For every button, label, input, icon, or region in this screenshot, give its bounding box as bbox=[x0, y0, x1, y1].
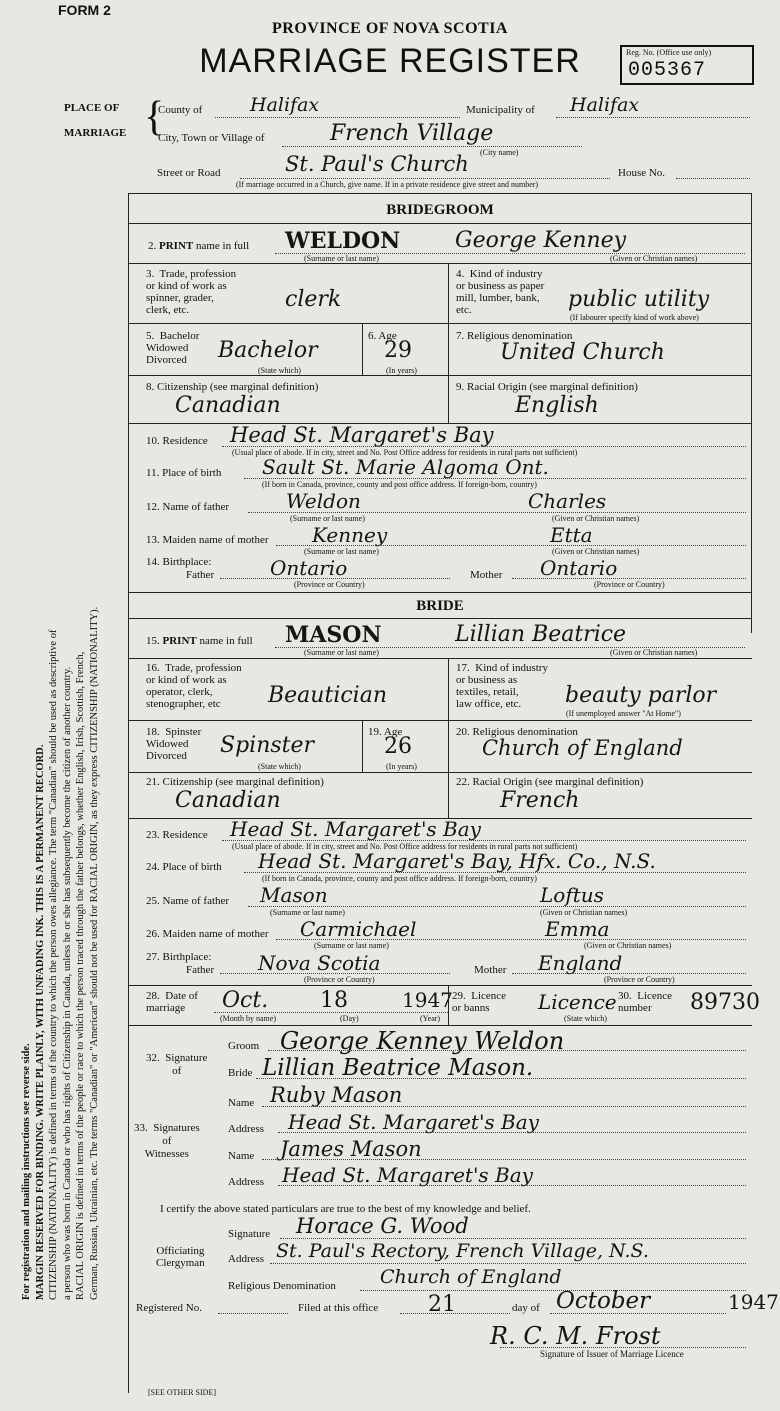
bride-residence-value: Head St. Margaret's Bay bbox=[230, 817, 481, 841]
witness1-address: Head St. Margaret's Bay bbox=[288, 1110, 539, 1134]
bride-religion-value: Church of England bbox=[482, 736, 683, 760]
groom-birthplace-value: Sault St. Marie Algoma Ont. bbox=[262, 455, 549, 479]
groom-bp-father-label: Father bbox=[186, 569, 215, 581]
marriage-date-label: 28. Date of marriage bbox=[146, 990, 198, 1014]
surname-hint: (Surname or last name) bbox=[304, 254, 379, 263]
sidebar-line: German, Russian, Ukrainian, etc. The terms "Canadian" or "American" should not be used for RACIAL ORIGIN, as they express CITIZENSHIP (NATIONALITY). bbox=[88, 606, 100, 1300]
groom-father-label: 12. Name of father bbox=[146, 501, 230, 513]
groom-trade-value: clerk bbox=[285, 287, 342, 312]
marriage-day: 18 bbox=[320, 988, 348, 1013]
age-hint: (In years) bbox=[386, 366, 417, 375]
bride-name-label: 15. PRINT name in full bbox=[146, 635, 253, 647]
groom-citizenship-value: Canadian bbox=[175, 393, 281, 418]
groom-signature: George Kenney Weldon bbox=[280, 1027, 565, 1055]
groom-age-value: 29 bbox=[384, 338, 412, 363]
status-hint: (State which) bbox=[258, 366, 301, 375]
bride-bp-mother: England bbox=[538, 951, 623, 975]
given-hint: (Given or Christian names) bbox=[610, 648, 698, 657]
witness2-name-label: Name bbox=[228, 1150, 255, 1162]
form-number: FORM 2 bbox=[58, 2, 111, 18]
bride-religion-label: 20. Religious denomination bbox=[456, 726, 578, 738]
licence-number-value: 89730 bbox=[690, 990, 760, 1015]
birthplace-hint: (If born in Canada, province, county and post office address. If foreign-born, country) bbox=[262, 874, 537, 883]
day-of-label: day of bbox=[512, 1302, 540, 1314]
city-value: French Village bbox=[330, 121, 494, 146]
groom-religion-label: 7. Religious denomination bbox=[456, 330, 573, 342]
brace-glyph: { bbox=[144, 94, 165, 140]
clergy-signature: Horace G. Wood bbox=[296, 1214, 469, 1238]
filed-day: 21 bbox=[428, 1292, 456, 1317]
surname-hint: (Surname or last name) bbox=[304, 648, 379, 657]
issuer-signature: R. C. M. Frost bbox=[490, 1322, 661, 1350]
witness2-address-label: Address bbox=[228, 1176, 265, 1188]
bride-age-label: 19. Age bbox=[368, 726, 403, 738]
clergy-address-label: Address bbox=[228, 1253, 265, 1265]
bride-father-surname: Mason bbox=[260, 883, 328, 907]
bride-status-value: Spinster bbox=[220, 733, 315, 758]
groom-mother-label: 13. Maiden name of mother bbox=[146, 534, 269, 546]
groom-father-given: Charles bbox=[528, 489, 607, 513]
bride-mother-given: Emma bbox=[545, 917, 610, 941]
witnesses-label: 33. Signatures of Witnesses bbox=[134, 1122, 200, 1160]
province-heading: PROVINCE OF NOVA SCOTIA bbox=[272, 20, 508, 37]
bride-signature: Lillian Beatrice Mason. bbox=[262, 1055, 534, 1081]
bride-father-given: Loftus bbox=[540, 883, 604, 907]
groom-bp-label: 14. Birthplace: bbox=[146, 556, 212, 568]
bride-given-names: Lillian Beatrice bbox=[455, 622, 627, 647]
bride-age-value: 26 bbox=[384, 734, 412, 759]
witness1-address-label: Address bbox=[228, 1123, 265, 1135]
reg-no-label: Reg. No. (Office use only) bbox=[626, 48, 712, 57]
prov-hint: (Province or Country) bbox=[604, 975, 675, 984]
bride-birthplace-label: 24. Place of birth bbox=[146, 861, 222, 873]
bridegroom-section-heading: BRIDEGROOM bbox=[386, 202, 494, 218]
denomination-label: Religious Denomination bbox=[228, 1280, 336, 1292]
bride-citizenship-value: Canadian bbox=[175, 788, 281, 813]
groom-racial-label: 9. Racial Origin (see marginal definition) bbox=[456, 381, 638, 393]
sidebar-line: CITIZENSHIP (NATIONALITY) is defined in terms of the country to which the person owes allegiance. The term "Canadian" should be used as descriptive of bbox=[48, 629, 59, 1300]
bride-section-heading: BRIDE bbox=[416, 598, 464, 614]
groom-racial-value: English bbox=[515, 393, 599, 418]
sidebar-line: For registration and mailing instructions see reverse side. bbox=[21, 1043, 32, 1300]
bride-residence-label: 23. Residence bbox=[146, 829, 208, 841]
bride-trade-value: Beautician bbox=[268, 683, 387, 708]
bride-racial-value: French bbox=[500, 788, 580, 813]
witness1-name: Ruby Mason bbox=[270, 1083, 403, 1107]
signature-of-label: 32. Signature of bbox=[146, 1052, 208, 1077]
groom-industry-label: 4. Kind of industry or business as paper mill, lumber, bank, etc. bbox=[456, 268, 545, 316]
surname-hint: (Surname or last name) bbox=[314, 941, 389, 950]
filed-month: October bbox=[556, 1288, 651, 1314]
marriage-year: 1947 bbox=[402, 988, 453, 1012]
day-hint: (Day) bbox=[340, 1014, 359, 1023]
bride-status-label: 18. Spinster Widowed Divorced bbox=[146, 726, 202, 762]
groom-industry-value: public utility bbox=[568, 287, 710, 312]
bride-bp-father: Nova Scotia bbox=[258, 951, 381, 975]
certify-statement: I certify the above stated particulars are true to the best of my knowledge and belief. bbox=[160, 1203, 531, 1215]
licence-number-label: 30. Licence number bbox=[618, 990, 673, 1014]
groom-name-label: 2. PRINT name in full bbox=[148, 240, 250, 252]
sidebar-line: a person who was born in Canada or who has rights of Citizenship in Canada, unless he or she has subsequently become the citizen of another country. bbox=[61, 666, 73, 1300]
status-hint: (State which) bbox=[258, 762, 301, 771]
bride-trade-label: 16. Trade, profession or kind of work as operator, clerk, stenographer, etc bbox=[146, 662, 242, 710]
given-hint: (Given or Christian names) bbox=[540, 908, 628, 917]
groom-trade-label: 3. Trade, profession or kind of work as spinner, grader, clerk, etc. bbox=[146, 268, 237, 316]
street-value: St. Paul's Church bbox=[285, 152, 469, 176]
given-hint: (Given or Christian names) bbox=[584, 941, 672, 950]
county-label: County of bbox=[158, 104, 203, 116]
prov-hint: (Province or Country) bbox=[304, 975, 375, 984]
groom-mother-given: Etta bbox=[550, 523, 593, 547]
groom-status-label: 5. Bachelor Widowed Divorced bbox=[146, 330, 200, 366]
age-hint: (In years) bbox=[386, 762, 417, 771]
marriage-month: Oct. bbox=[222, 988, 269, 1013]
groom-bp-mother: Ontario bbox=[540, 556, 618, 580]
street-hint: (If marriage occurred in a Church, give name. If in a private residence give street and number) bbox=[236, 180, 539, 189]
groom-residence-value: Head St. Margaret's Bay bbox=[230, 423, 494, 447]
clergy-sig-label: Signature bbox=[228, 1228, 271, 1240]
bride-bp-mother-label: Mother bbox=[474, 964, 507, 976]
year-hint: (Year) bbox=[420, 1014, 441, 1023]
bride-industry-value: beauty parlor bbox=[565, 683, 717, 708]
bride-bp-label: 27. Birthplace: bbox=[146, 951, 212, 963]
sidebar-line: RACIAL ORIGIN is defined in terms of the people or race to which the person traced through the father belongs, whether English, Irish, Scottish, French, bbox=[75, 651, 86, 1300]
denomination-value: Church of England bbox=[380, 1266, 562, 1288]
given-hint: (Given or Christian names) bbox=[552, 547, 640, 556]
surname-hint: (Surname or last name) bbox=[290, 514, 365, 523]
prov-hint: (Province or Country) bbox=[594, 580, 665, 589]
groom-bp-mother-label: Mother bbox=[470, 569, 503, 581]
licence-label: 29. Licence or banns bbox=[452, 990, 507, 1014]
bride-bp-father-label: Father bbox=[186, 964, 215, 976]
witness2-address: Head St. Margaret's Bay bbox=[282, 1163, 533, 1187]
groom-industry-hint: (If labourer specify kind of work above) bbox=[570, 313, 699, 322]
groom-father-surname: Weldon bbox=[286, 489, 361, 513]
municipality-value: Halifax bbox=[570, 94, 640, 116]
groom-status-value: Bachelor bbox=[218, 338, 318, 363]
sidebar-line: MARGIN RESERVED FOR BINDING. WRITE PLAINLY, WITH UNFADING INK. THIS IS A PERMANENT RECORD. bbox=[34, 744, 46, 1300]
filed-label: Filed at this office bbox=[298, 1302, 379, 1314]
groom-given-names: George Kenney bbox=[455, 228, 627, 253]
licence-hint: (State which) bbox=[564, 1014, 607, 1023]
bride-racial-label: 22. Racial Origin (see marginal definition) bbox=[456, 776, 644, 788]
registration-number-box bbox=[620, 45, 754, 85]
registered-no-label: Registered No. bbox=[136, 1302, 202, 1314]
prov-hint: (Province or Country) bbox=[294, 580, 365, 589]
groom-mother-surname: Kenney bbox=[312, 523, 388, 547]
see-other-side: [SEE OTHER SIDE] bbox=[148, 1388, 216, 1397]
birthplace-hint: (If born in Canada, province, county and post office address. If foreign-born, country) bbox=[262, 480, 537, 489]
given-hint: (Given or Christian names) bbox=[610, 254, 698, 263]
county-value: Halifax bbox=[250, 94, 320, 116]
groom-sig-label: Groom bbox=[228, 1040, 260, 1052]
city-hint: (City name) bbox=[480, 148, 519, 157]
bride-industry-hint: (If unemployed answer "At Home") bbox=[566, 709, 681, 718]
bride-industry-label: 17. Kind of industry or business as textiles, retail, law office, etc. bbox=[456, 662, 548, 710]
reg-no-value: 005367 bbox=[628, 59, 707, 82]
groom-birthplace-label: 11. Place of birth bbox=[146, 467, 222, 479]
margin-instructions bbox=[20, 40, 130, 1300]
groom-bp-father: Ontario bbox=[270, 556, 348, 580]
witness2-name: James Mason bbox=[280, 1137, 422, 1161]
bride-birthplace-value: Head St. Margaret's Bay, Hfx. Co., N.S. bbox=[258, 849, 656, 873]
groom-citizenship-label: 8. Citizenship (see marginal definition) bbox=[146, 381, 319, 393]
bride-sig-label: Bride bbox=[228, 1067, 253, 1079]
clergyman-label: Officiating Clergyman bbox=[156, 1245, 205, 1269]
issuer-label: Signature of Issuer of Marriage Licence bbox=[540, 1349, 684, 1359]
residence-hint: (Usual place of abode. If in city, street and No. Post Office address for residents in rural parts not sufficient) bbox=[232, 842, 578, 851]
bride-mother-label: 26. Maiden name of mother bbox=[146, 928, 269, 940]
groom-surname: WELDON bbox=[285, 228, 401, 254]
bride-citizenship-label: 21. Citizenship (see marginal definition) bbox=[146, 776, 324, 788]
given-hint: (Given or Christian names) bbox=[552, 514, 640, 523]
residence-hint: (Usual place of abode. If in city, street and No. Post Office address for residents in rural parts not sufficient) bbox=[232, 448, 578, 457]
municipality-label: Municipality of bbox=[466, 104, 535, 116]
filed-year: 1947 bbox=[728, 1290, 779, 1314]
marriage-label: MARRIAGE bbox=[64, 127, 127, 139]
groom-residence-label: 10. Residence bbox=[146, 435, 208, 447]
bride-mother-surname: Carmichael bbox=[300, 917, 417, 941]
city-label: City, Town or Village of bbox=[158, 132, 265, 144]
clergy-address: St. Paul's Rectory, French Village, N.S. bbox=[276, 1240, 649, 1262]
licence-value: Licence bbox=[538, 990, 617, 1014]
witness1-name-label: Name bbox=[228, 1097, 255, 1109]
street-label: Street or Road bbox=[157, 167, 221, 179]
bride-father-label: 25. Name of father bbox=[146, 895, 230, 907]
groom-age-label: 6. Age bbox=[368, 330, 397, 342]
surname-hint: (Surname or last name) bbox=[270, 908, 345, 917]
page-title: MARRIAGE REGISTER bbox=[199, 42, 581, 80]
bride-surname: MASON bbox=[285, 622, 382, 648]
house-no-label: House No. bbox=[618, 167, 666, 179]
groom-religion-value: United Church bbox=[500, 340, 665, 365]
month-hint: (Month by name) bbox=[220, 1014, 276, 1023]
place-of-label: PLACE OF bbox=[64, 102, 120, 114]
surname-hint: (Surname or last name) bbox=[304, 547, 379, 556]
